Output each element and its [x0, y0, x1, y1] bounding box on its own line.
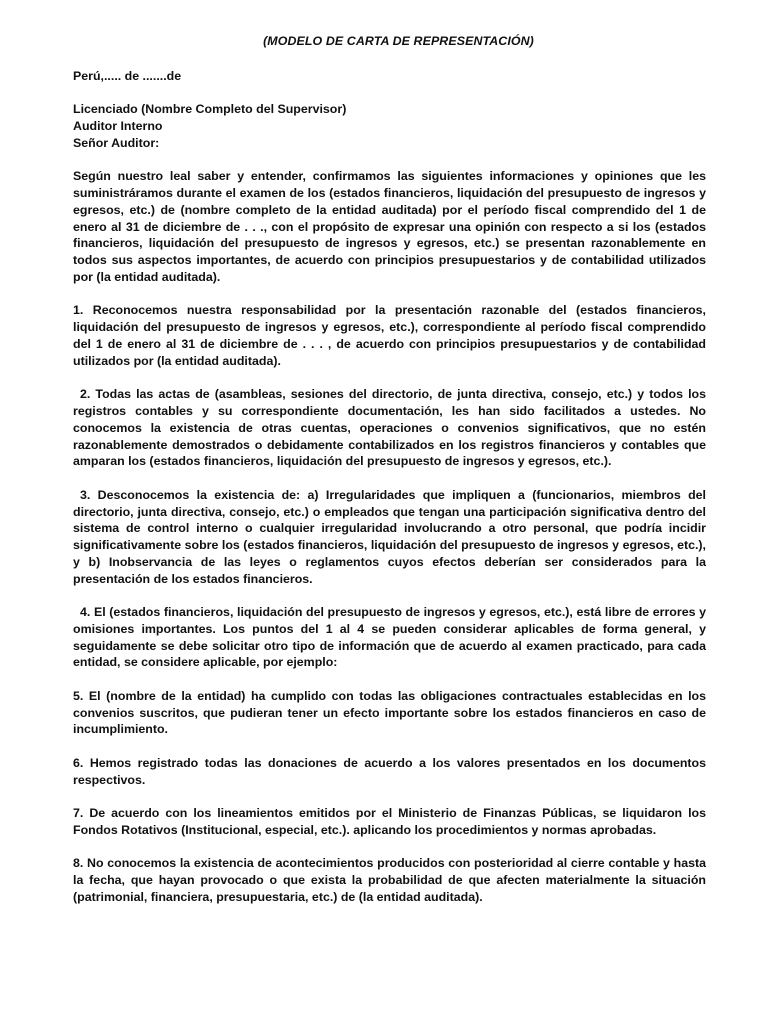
recipient-block [73, 101, 706, 151]
item-4-paragraph: 4. El (estados financieros, liquidación del presupuesto de ingresos y egresos, etc.), está libre de errores y omisiones importantes. Los puntos del 1 al 4 se pueden considerar aplicables de forma general, y seguidamente se debe solicitar otro tipo de información que de acuerdo al examen practicado, para cada entidad, se considere aplicable, por ejemplo: [73, 605, 706, 670]
document-title: (MODELO DE CARTA DE REPRESENTACIÓN) [263, 34, 534, 48]
item-2-paragraph: 2. Todas las actas de (asambleas, sesiones del directorio, de junta directiva, consejo, etc.) y todos los registros contables y su correspondiente documentación, les han sido facilitados a ustedes. No conocemos la existencia de otras cuentas, operaciones o convenios significativos, que no estén razonablemente demostrados o debidamente contabilizados en los registros financieros y contables que amparan los (estados financieros, liquidación del presupuesto de ingresos y egresos, etc.). [73, 387, 706, 469]
item-7-paragraph: 7. De acuerdo con los lineamientos emitidos por el Ministerio de Finanzas Públicas, se liquidaron los Fondos Rotativos (Institucional, especial, etc.). aplicando los procedimientos y normas aprobadas. [73, 806, 706, 837]
recipient-name: Licenciado (Nombre Completo del Supervisor) [73, 102, 347, 117]
item-6-paragraph: 6. Hemos registrado todas las donaciones de acuerdo a los valores presentados en los documentos respectivos. [73, 755, 706, 787]
item-1-paragraph: 1. Reconocemos nuestra responsabilidad por la presentación razonable del (estados financieros, liquidación del presupuesto de ingresos y egresos, etc.), correspondiente al período fiscal comprendido del 1 de enero al 31 de diciembre de . . . , de acuerdo con principios presupuestarios y de contabilidad utilizados por (la entidad auditada). [73, 303, 706, 368]
salutation: Señor Auditor: [73, 135, 160, 150]
item-3-paragraph: 3. Desconocemos la existencia de: a) Irregularidades que impliquen a (funcionarios, miembros del directorio, junta directiva, consejo, etc.) o empleados que tengan una participación significativa dentro del sistema de control interno o cualquier irregularidad involucrando a otro personal, que podría incidir significativamente sobre los (estados financieros, liquidación del presupuesto de ingresos y egresos, etc.), y b) Inobservancia de las leyes o reglamentos cuyos efectos deberían ser considerados para la presentación de los estados financieros. [73, 487, 706, 586]
item-8-paragraph: 8. No conocemos la existencia de acontecimientos producidos con posterioridad al cierre contable y hasta la fecha, que hayan provocado o que exista la probabilidad de que afecten materialmente la situación (patrimonial, financiera, presupuestaria, etc.) de (la entidad auditada). [73, 856, 706, 904]
place-date-line: Perú,..... de .......de [73, 68, 182, 83]
recipient-position: Auditor Interno [73, 118, 163, 133]
intro-paragraph: Según nuestro leal saber y entender, confirmamos las siguientes informaciones y opiniones que les suministráramos durante el examen de los (estados financieros, liquidación del presupuesto de ingresos y egresos, etc.) de (nombre completo de la entidad auditada) por el período fiscal comprendido del 1 de enero al 31 de diciembre de . . ., con el propósito de expresar una opinión con respecto a si los (estados financieros, liquidación del presupuesto de ingresos y egresos, etc.) se presentan razonablemente en todos sus aspectos importantes, de acuerdo con principios presupuestarios y de contabilidad utilizados por (la entidad auditada). [73, 169, 706, 284]
item-5-paragraph: 5. El (nombre de la entidad) ha cumplido con todas las obligaciones contractuales establecidas en los convenios suscritos, que pudieran tener un efecto importante sobre los estados financieros en caso de incumplimiento. [73, 688, 706, 737]
